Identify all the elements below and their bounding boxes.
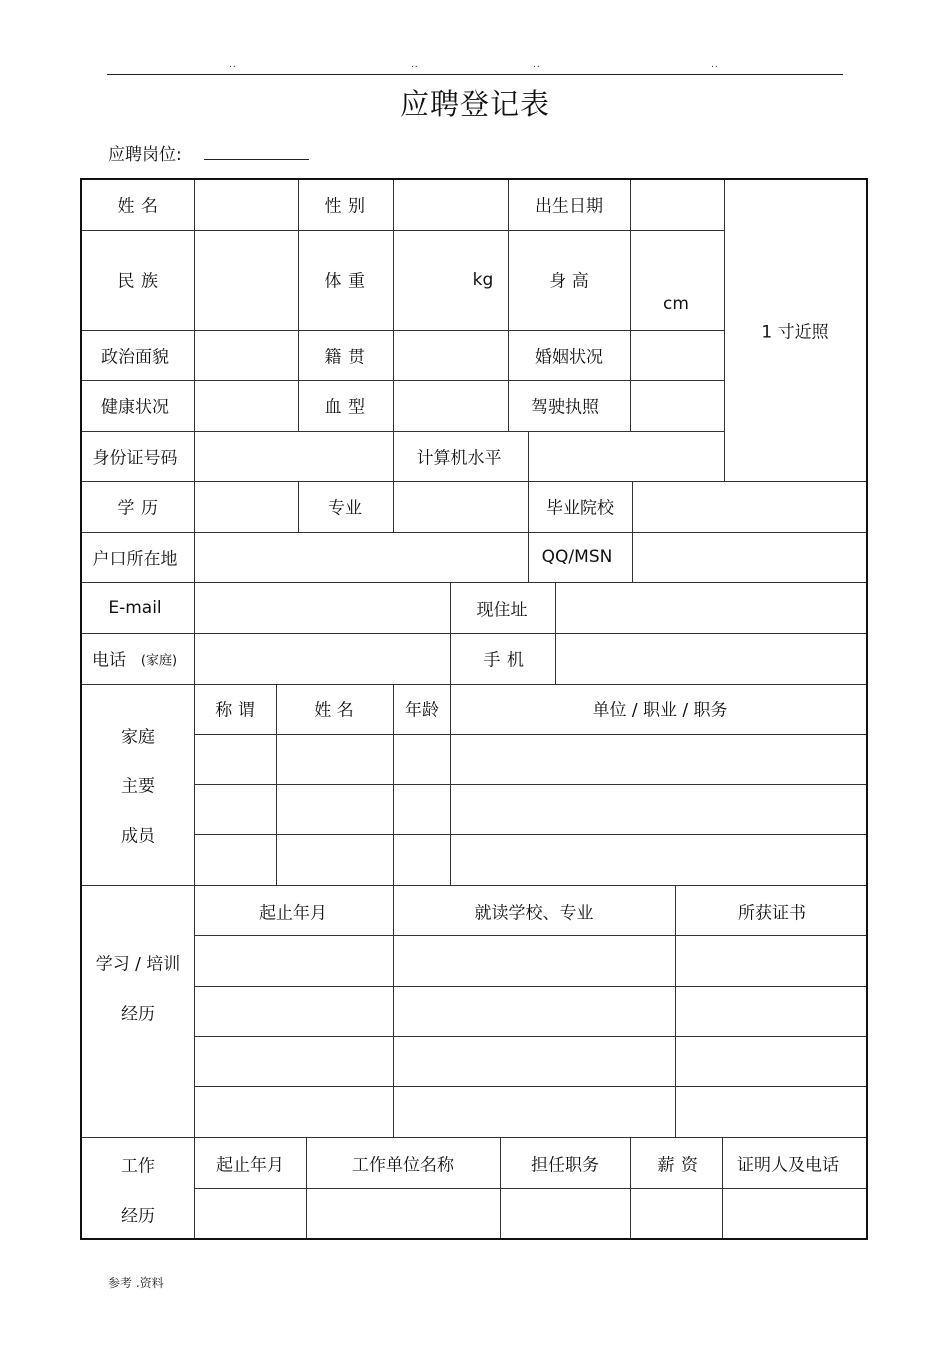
row-divider [82,582,866,583]
label-birth-date: 出生日期 [535,196,603,217]
label-name: 姓 名 [117,196,159,217]
row-divider [82,885,866,886]
label-marital-status: 婚姻状况 [535,347,603,368]
family-label-line: 主要 [121,776,155,797]
col-divider [675,885,676,1137]
label-current-address: 现住址 [476,600,528,621]
page-title: 应聘登记表 [399,87,550,121]
position-label: 应聘岗位: [108,145,182,165]
col-divider [393,684,394,885]
label-phone-home: (家庭) [140,653,178,669]
unit-kg: kg [472,270,494,290]
study-header-certificates: 所获证书 [738,903,806,924]
col-divider [450,582,451,684]
col-divider [306,1137,307,1238]
study-header-school: 就读学校、专业 [474,903,594,924]
col-divider [450,684,451,885]
label-id-number: 身份证号码 [92,448,178,469]
row-divider [194,1036,866,1037]
label-health: 健康状况 [101,397,169,418]
work-label-line: 工作 [121,1156,155,1177]
study-header-period: 起止年月 [259,903,327,924]
col-divider [632,481,633,582]
row-divider [194,834,866,835]
header-dot: .. [533,60,541,70]
label-blood-type: 血 型 [324,397,366,418]
col-divider [393,180,394,431]
col-divider [194,180,195,1238]
family-label-line: 成员 [121,826,155,847]
family-header-name: 姓 名 [314,700,354,721]
registration-form-table [80,178,868,1240]
row-divider [82,481,866,482]
family-header-employer: 单位 / 职业 / 职务 [592,700,728,721]
label-driver-license: 驾驶执照 [531,397,599,418]
label-education: 学 历 [117,498,159,519]
label-email: E-mail [108,598,162,618]
row-divider [194,1086,866,1087]
row-divider [82,684,866,685]
col-divider [508,180,509,431]
label-phone: 电话 [92,650,126,671]
study-label-line: 学习 / 培训 [95,954,181,975]
row-divider [82,380,724,381]
row-divider [82,633,866,634]
label-mobile: 手 机 [483,650,525,671]
label-graduated-school: 毕业院校 [546,498,614,519]
family-label-line: 家庭 [121,727,155,748]
col-divider [298,481,299,532]
col-divider [555,582,556,684]
col-divider [630,1137,631,1238]
row-divider [194,1188,866,1189]
col-divider [722,1137,723,1238]
page-footer: 参考 .资料 [108,1276,164,1290]
label-native-place: 籍 贯 [324,347,366,368]
col-divider [724,180,725,481]
position-input-line[interactable] [204,159,309,160]
label-hukou: 户口所在地 [92,549,178,570]
work-header-period: 起止年月 [216,1155,284,1176]
row-divider [194,734,866,735]
study-label-line: 经历 [121,1004,155,1025]
col-divider [500,1137,501,1238]
header-dot: .. [411,60,419,70]
col-divider [276,684,277,885]
label-ethnicity: 民 族 [117,271,159,292]
row-divider [82,230,724,231]
work-header-reference: 证明人及电话 [737,1155,839,1176]
col-divider [528,481,529,582]
row-divider [82,532,866,533]
row-divider [82,1137,866,1138]
family-header-age: 年龄 [405,700,439,721]
photo-placeholder: 1 寸近照 [761,322,829,343]
work-header-salary: 薪 资 [657,1155,699,1176]
col-divider [393,481,394,532]
row-divider [82,330,724,331]
row-divider [194,986,866,987]
row-divider [194,784,866,785]
family-header-relation: 称 谓 [215,700,255,721]
work-header-employer: 工作单位名称 [352,1155,454,1176]
work-header-position: 担任职务 [531,1155,599,1176]
label-political-status: 政治面貌 [101,347,169,368]
row-divider [194,935,866,936]
label-height: 身 高 [549,271,589,292]
work-label-line: 经历 [121,1206,155,1227]
header-dot: .. [229,60,237,70]
unit-cm: cm [663,294,689,314]
label-weight: 体 重 [324,271,366,292]
col-divider [630,180,631,431]
label-computer-level: 计算机水平 [416,448,502,469]
label-major: 专业 [328,498,362,519]
label-gender: 性 别 [324,196,366,217]
label-qq-msn: QQ/MSN [541,547,613,567]
col-divider [298,180,299,431]
col-divider [528,431,529,481]
header-rule [107,74,843,75]
col-divider [393,431,394,481]
header-dot: .. [711,60,719,70]
col-divider [393,885,394,1137]
row-divider [82,431,724,432]
